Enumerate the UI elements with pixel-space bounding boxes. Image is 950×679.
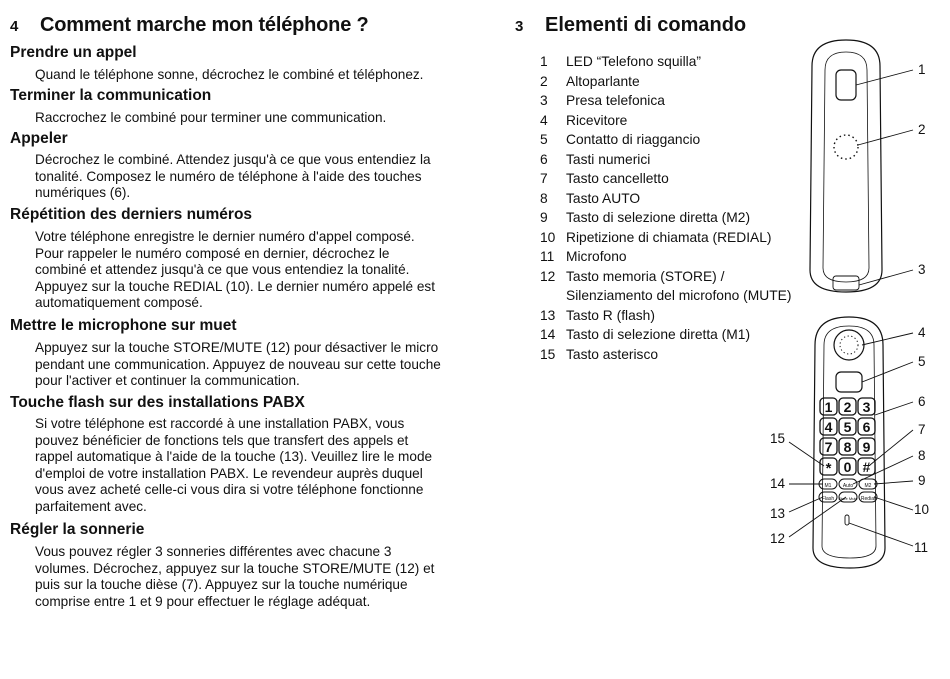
- italian-section-number: 3: [515, 18, 524, 35]
- key-8: 8: [843, 439, 852, 455]
- callout-13: 13: [770, 506, 786, 521]
- key-1: 1: [824, 399, 833, 415]
- key-2: 2: [843, 399, 852, 415]
- heading-prendre-appel: Prendre un appel: [10, 44, 137, 61]
- hook-contact-shape: [836, 372, 862, 392]
- key-auto: Auto: [842, 483, 854, 489]
- list-item: 6 Tasti numerici: [540, 151, 651, 167]
- text-appeler: Décrochez le combiné. Attendez jusqu'à ce que vous entendiez la tonalité. Composez le numéro de téléphone à l'aide des touches numériques (6).: [35, 152, 431, 201]
- callout-15: 15: [770, 431, 786, 446]
- key-4: 4: [824, 419, 833, 435]
- callout-8: 8: [918, 448, 926, 463]
- key-m2: M2: [864, 483, 872, 489]
- text-flash: Si votre téléphone est raccordé à une installation PABX, vous pouvez bénéficier de fonctions tels que transfert des appels et rappel automatique à l'aide de la touche (13). Veuillez lire le mode d'emploi de votre installation PABX. Le revendeur auprès duquel vous avez acheté celle-ci vous dira si votre téléphone fonctionne parfaitement avec.: [35, 416, 433, 514]
- key-5: 5: [843, 419, 852, 435]
- heading-flash: Touche flash sur des installations PABX: [10, 394, 305, 411]
- key-redial: Redial: [860, 496, 876, 502]
- list-item: 5 Contatto di riaggancio: [540, 132, 701, 147]
- text-muet: Appuyez sur la touche STORE/MUTE (12) pour désactiver le micro pendant une communication. Appuyez de nouveau sur cette touche pour l'activer et continuer la communication.: [35, 340, 441, 389]
- heading-muet: Mettre le microphone sur muet: [10, 317, 237, 334]
- callout-4: 4: [918, 325, 926, 340]
- callout-9: 9: [918, 473, 926, 488]
- french-title-text: Comment marche mon téléphone ?: [40, 14, 369, 36]
- list-item: 1 LED “Telefono squilla”: [540, 54, 701, 69]
- key-hash: #: [862, 459, 871, 475]
- key-star: *: [825, 460, 832, 477]
- key-0: 0: [843, 459, 852, 475]
- heading-appeler: Appeler: [10, 130, 68, 147]
- list-item: 4 Ricevitore: [540, 112, 628, 128]
- socket-shape: [833, 276, 859, 290]
- microphone-shape: [845, 515, 849, 525]
- key-m1: M1: [824, 483, 832, 489]
- callout-14: 14: [770, 476, 786, 491]
- earpiece-shape: [834, 330, 864, 360]
- key-3: 3: [862, 399, 871, 415]
- callout-10: 10: [914, 502, 930, 517]
- list-item: 7 Tasto cancelletto: [540, 171, 669, 186]
- callout-1: 1: [918, 62, 926, 77]
- key-flash: Flash: [821, 496, 835, 502]
- speaker-grille-shape: [834, 135, 858, 159]
- callout-3: 3: [918, 262, 926, 277]
- text-repetition: Votre téléphone enregistre le dernier numéro d'appel composé. Pour rappeler le numéro composé en dernier, décrochez le combiné et attendez jusqu'à ce que vous entendiez la tonalité. Appuyez sur la touche REDIAL (10). Le dernier numéro appelé est automatiquement composé.: [35, 229, 435, 311]
- key-store-mute: Store Mute: [838, 496, 858, 501]
- french-section-number: 4: [10, 18, 19, 35]
- text-prendre-appel: Quand le téléphone sonne, décrochez le combiné et téléphonez.: [35, 67, 424, 82]
- italian-title-text: Elementi di comando: [545, 14, 747, 36]
- list-item: 3 Presa telefonica: [540, 93, 665, 108]
- list-item: 13 Tasto R (flash): [540, 307, 655, 323]
- list-item: 12 Tasto memoria (STORE) / Silenziamento del microfono (MUTE): [540, 268, 792, 303]
- list-item: 11 Microfono: [540, 249, 627, 264]
- list-item: 14 Tasto di selezione diretta (M1): [540, 327, 751, 342]
- key-6: 6: [862, 419, 871, 435]
- callout-11: 11: [914, 540, 929, 555]
- heading-repetition: Répétition des derniers numéros: [10, 206, 253, 223]
- callout-2: 2: [918, 122, 926, 137]
- text-terminer: Raccrochez le combiné pour terminer une communication.: [35, 110, 387, 125]
- list-item: 15 Tasto asterisco: [540, 346, 659, 362]
- text-sonnerie: Vous pouvez régler 3 sonneries différentes avec chacune 3 volumes. Décrochez, appuyez sur la touche STORE/MUTE (12) et puis sur la touche dièse (7). Appuyez sur la touche numérique comprise entre 1 et 9 pour effectuer le réglage adéquat.: [35, 544, 435, 609]
- key-7: 7: [824, 439, 833, 455]
- list-item: 2 Altoparlante: [540, 73, 640, 89]
- heading-terminer: Terminer la communication: [10, 87, 212, 104]
- callout-6: 6: [918, 394, 926, 409]
- list-item: 10 Ripetizione di chiamata (REDIAL): [540, 229, 772, 245]
- heading-sonnerie: Régler la sonnerie: [10, 521, 145, 538]
- list-item: 8 Tasto AUTO: [540, 190, 641, 206]
- callout-12: 12: [770, 531, 786, 546]
- callout-7: 7: [918, 422, 926, 437]
- list-item: 9 Tasto di selezione diretta (M2): [540, 210, 751, 225]
- led-window-shape: [836, 70, 856, 100]
- phone-back-view: [810, 40, 882, 292]
- key-9: 9: [862, 439, 871, 455]
- callout-5: 5: [918, 354, 926, 369]
